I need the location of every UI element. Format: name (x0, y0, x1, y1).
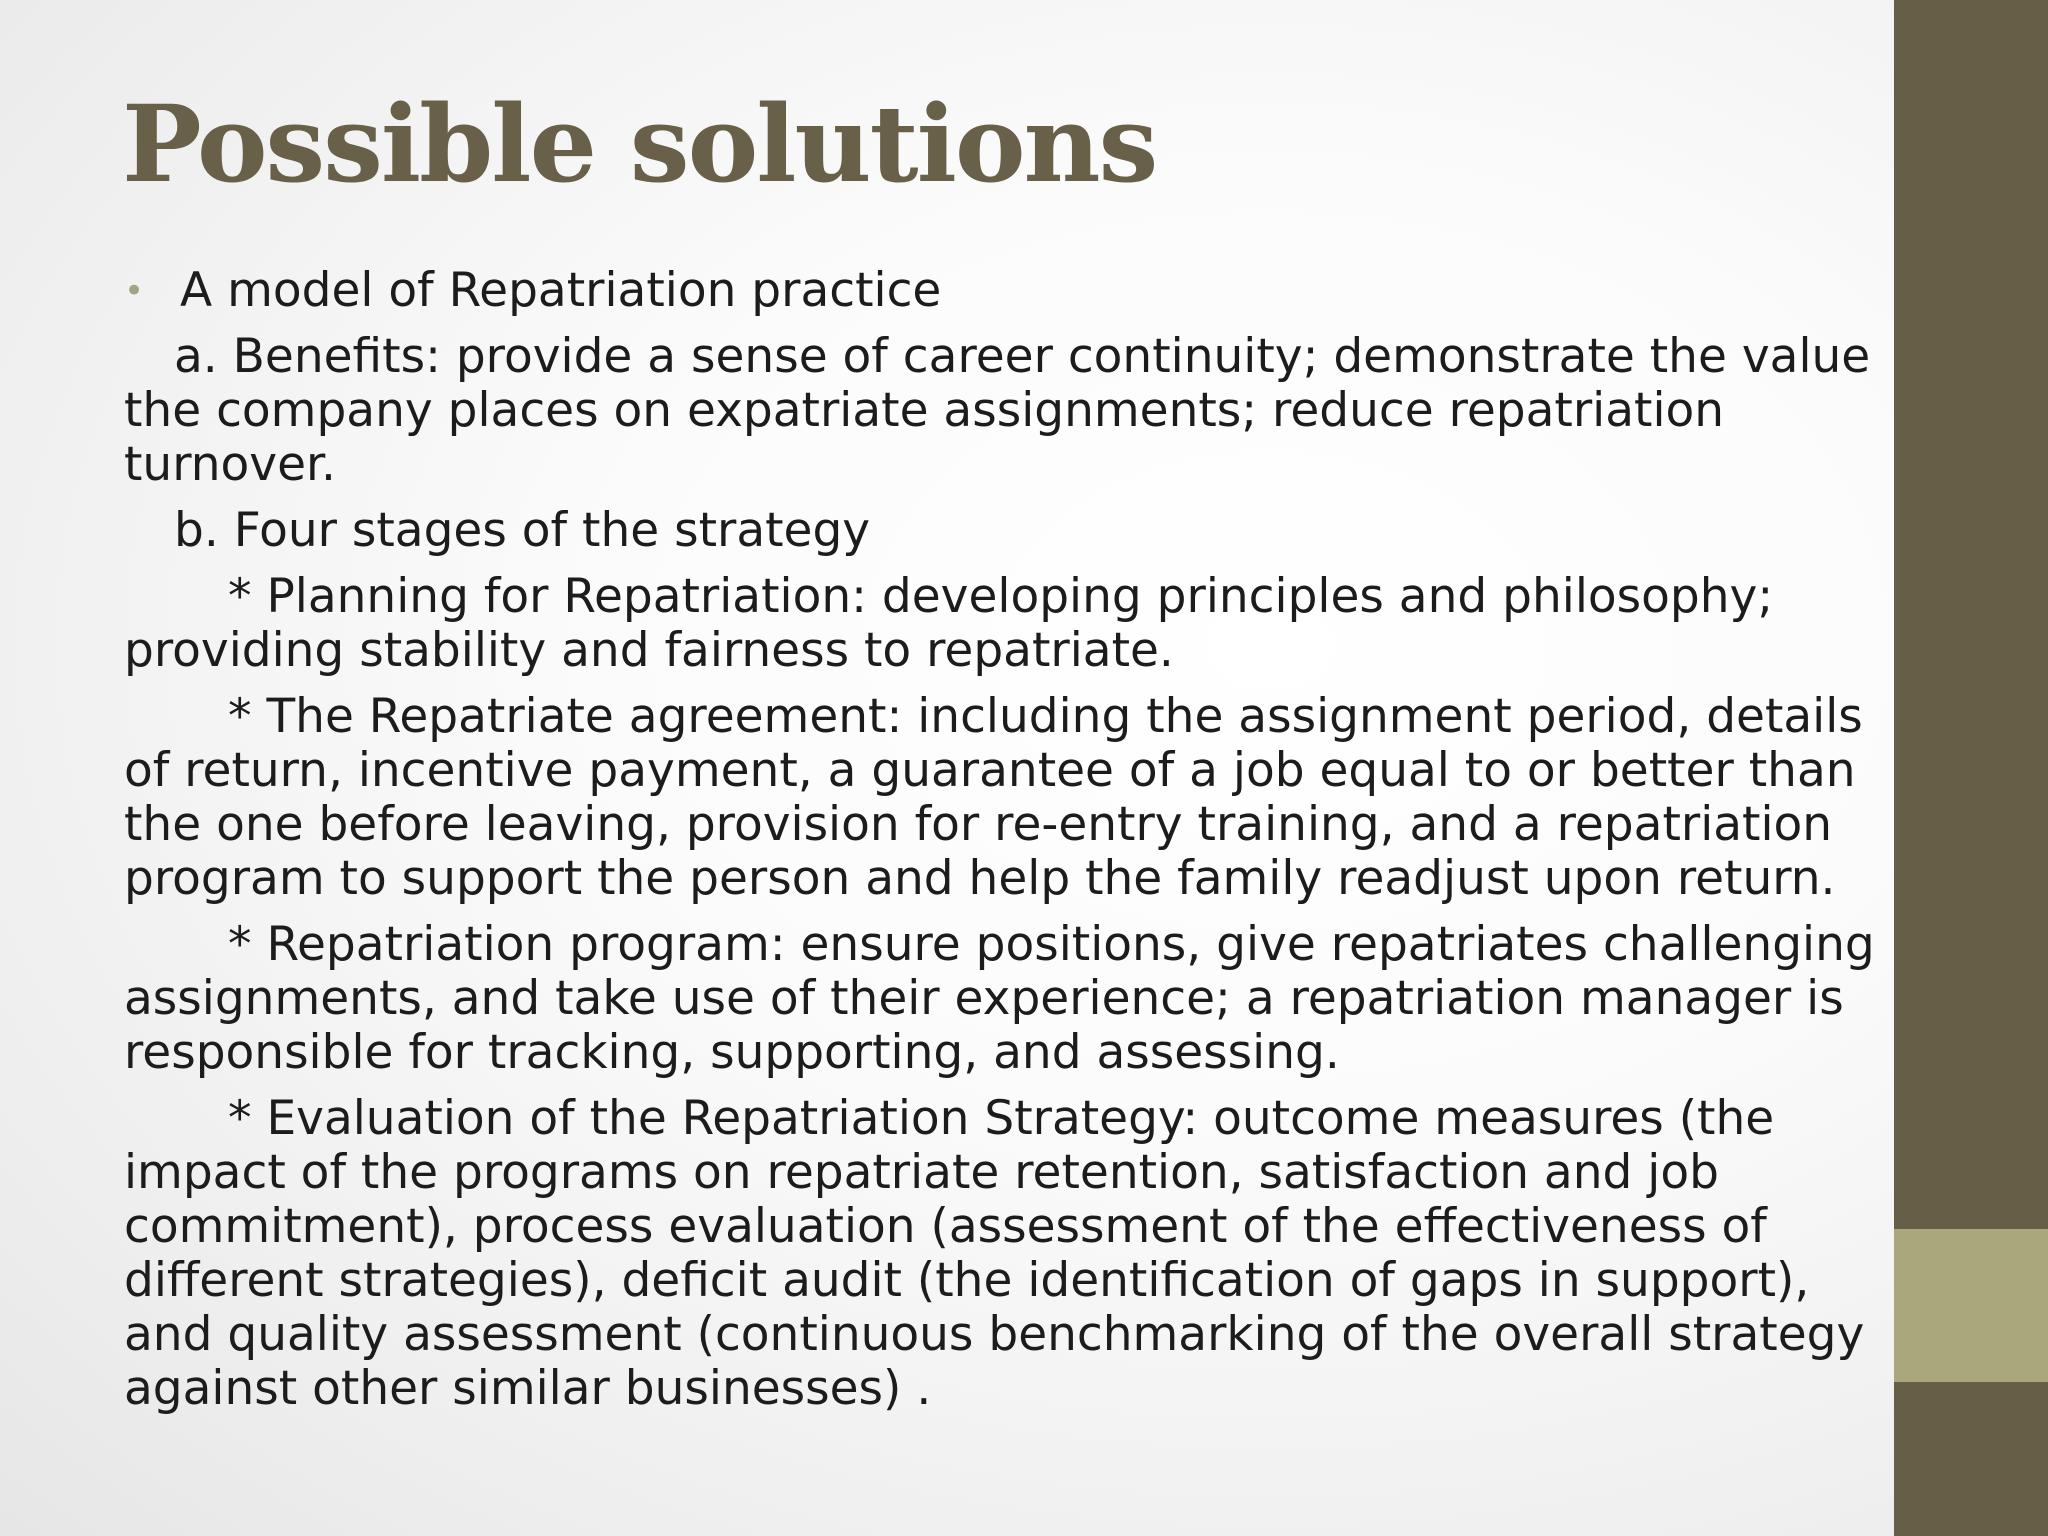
benefits-paragraph: a. Benefits: provide a sense of career continuity; demonstrate the value the company places on expatriate assignments; reduce repatriation turnover. (124, 329, 1871, 492)
stage-agreement: * The Repatriate agreement: including the assignment period, details of return, incentive payment, a guarantee of a job equal to or better than the one before leaving, provision for re-entry training, and a repatriation program to support the person and help the family readjust upon return. (124, 689, 1863, 906)
stage-evaluation: * Evaluation of the Repatriation Strategy: outcome measures (the impact of the programs on repatriate retention, satisfaction and job commitment), process evaluation (assessment of the effectiveness of different strategies), deficit audit (the identification of gaps in support), and quality assessment (continuous benchmarking of the overall strategy against other similar businesses) . (124, 1091, 1865, 1416)
decorative-sidebar (1894, 0, 2048, 1536)
stages-heading: b. Four stages of the strategy (174, 503, 871, 558)
slide-content (124, 264, 1884, 1428)
stage-planning: * Planning for Repatriation: developing principles and philosophy; providing stability and fairness to repatriate. (124, 569, 1774, 678)
sidebar-band-accent (1894, 1229, 2048, 1382)
stage-program: * Repatriation program: ensure positions, give repatriates challenging assignments, and take use of their experience; a repatriation manager is responsible for tracking, supporting, and assessing. (124, 917, 1875, 1080)
slide-title: Possible solutions (122, 81, 1157, 206)
sidebar-band-bottom (1894, 1382, 2048, 1536)
bullet-text: A model of Repatriation practice (180, 263, 942, 318)
bullet-dot-icon: • (124, 271, 145, 311)
bullet-item (124, 264, 1884, 318)
sidebar-band-top (1894, 0, 2048, 1229)
